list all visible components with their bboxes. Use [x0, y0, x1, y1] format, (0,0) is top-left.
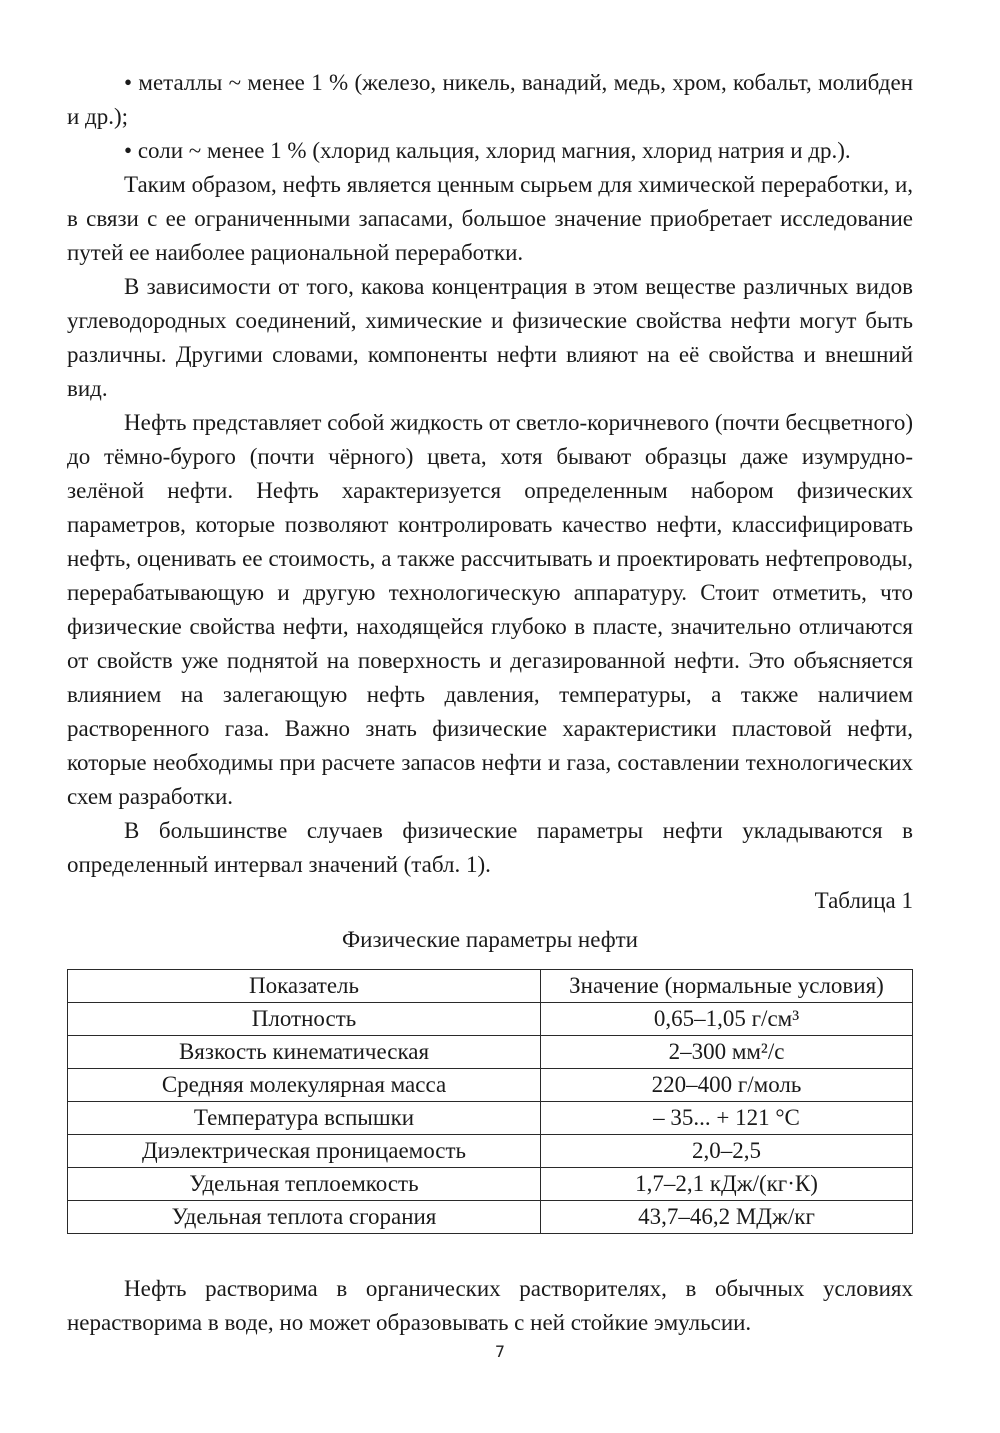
table-row: [68, 1135, 913, 1168]
table-row: [68, 1036, 913, 1069]
row-label: Вязкость кинематическая: [68, 1036, 541, 1069]
row-value: 2–300 мм²/с: [541, 1036, 913, 1069]
row-label: Удельная теплота сгорания: [68, 1201, 541, 1234]
row-value: 1,7–2,1 кДж/(кг·К): [541, 1168, 913, 1201]
row-value: 2,0–2,5: [541, 1135, 913, 1168]
table-row: [68, 1168, 913, 1201]
row-label: Температура вспышки: [68, 1102, 541, 1135]
table-row: [68, 1003, 913, 1036]
header-indicator: Показатель: [68, 970, 541, 1003]
paragraph-solubility: Нефть растворима в органических растворителях, в обычных условиях нерастворима в воде, но может образовывать с ней стойкие эмульсии.: [67, 1276, 913, 1335]
row-label: Диэлектрическая проницаемость: [68, 1135, 541, 1168]
row-value: – 35... + 121 °С: [541, 1102, 913, 1135]
table-number: Таблица 1: [814, 888, 913, 913]
row-value: 43,7–46,2 МДж/кг: [541, 1201, 913, 1234]
header-value: Значение (нормальные условия): [541, 970, 913, 1003]
page-body: [67, 66, 913, 1340]
table-title: Физические параметры нефти: [342, 927, 638, 952]
bullet-metals: • металлы ~ менее 1 % (железо, никель, ванадий, медь, хром, кобальт, молибден и др.);: [67, 66, 913, 134]
row-value: 220–400 г/моль: [541, 1069, 913, 1102]
paragraph-composition: В зависимости от того, какова концентрация в этом веществе различных видов углеводородных соединений, химические и физические свойства нефти могут быть различны. Другими словами, компоненты нефти влияют на её свойства и внешний вид.: [67, 274, 913, 401]
paragraph-table-intro: В большинстве случаев физические параметры нефти укладываются в определенный интервал значений (табл. 1).: [67, 818, 913, 877]
paragraph-raw-material: Таким образом, нефть является ценным сырьем для химической переработки, и, в связи с ее ограниченными запасами, большое значение приобретает исследование путей ее наиболее рациональной переработки.: [67, 172, 913, 265]
table-row: [68, 1069, 913, 1102]
row-value: 0,65–1,05 г/см³: [541, 1003, 913, 1036]
parameters-table: [67, 969, 913, 1234]
table-row: [68, 1102, 913, 1135]
row-label: Средняя молекулярная масса: [68, 1069, 541, 1102]
row-label: Удельная теплоемкость: [68, 1168, 541, 1201]
row-label: Плотность: [68, 1003, 541, 1036]
paragraph-physical-properties: Нефть представляет собой жидкость от светло-коричневого (почти бесцветного) до тёмно-бурого (почти чёрного) цвета, хотя бывают образцы даже изумрудно-зелёной нефти. Нефть характеризуется определенным набором физических параметров, которые позволяют контролировать качество нефти, классифицировать нефть, оценивать ее стоимость, а также рассчитывать и проектировать нефтепроводы, перерабатывающую и другую технологическую аппаратуру. Стоит отметить, что физические свойства нефти, находящейся глубоко в пласте, значительно отличаются от свойств уже поднятой на поверхность и дегазированной нефти. Это объясняется влиянием на залегающую нефть давления, температуры, а также наличием растворенного газа. Важно знать физические характеристики пластовой нефти, которые необходимы при расчете запасов нефти и газа, составлении технологических схем разработки.: [67, 410, 913, 809]
table-row: [68, 1201, 913, 1234]
table-header-row: [68, 970, 913, 1003]
bullet-salts: • соли ~ менее 1 % (хлорид кальция, хлорид магния, хлорид натрия и др.).: [67, 134, 913, 168]
page-number: 7: [494, 1342, 506, 1361]
